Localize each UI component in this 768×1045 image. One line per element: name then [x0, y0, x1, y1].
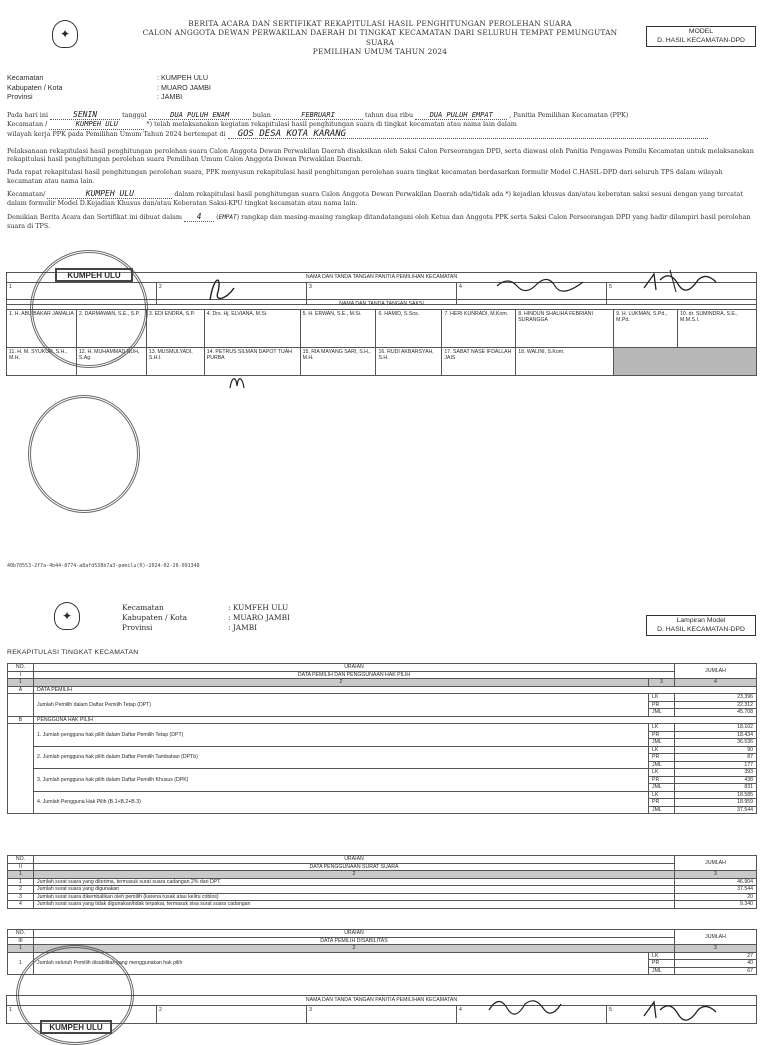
- row-label: Jumlah surat suara dikembalikan oleh pemilih (karena rusak atau keliru coblos): [34, 893, 675, 901]
- gender-label: PR: [649, 799, 675, 807]
- title-line-1: BERITA ACARA DAN SERTIFIKAT REKAPITULASI HASIL PENGHITUNGAN PEROLEHAN SUARA: [188, 19, 572, 28]
- model-label: MODEL: [688, 28, 714, 35]
- signature-mark: [485, 992, 565, 1016]
- col-uraian: URAIAN: [34, 664, 675, 672]
- section-roman: II: [8, 863, 34, 871]
- kabupaten-value: : MUARO JAMBI: [157, 82, 211, 92]
- row-label: 4. Jumlah Pengguna Hak Pilih (B.1+B.2+B.3): [34, 791, 649, 814]
- col-index: 2: [34, 871, 675, 879]
- ppk-signature-slot: 3: [307, 1005, 457, 1023]
- closing-paragraph: rangkap dan masing-masing rangkap ditandatangani oleh Ketua dan Anggota PPK serta Saksi Calon Perseorangan DPD yang hadir dilampiri hasil perolehan suara di TPS.: [7, 212, 751, 230]
- text-fragment: tahun dua ribu: [365, 111, 414, 119]
- value-cell: 831: [675, 784, 757, 792]
- section-roman: III: [8, 937, 34, 945]
- gender-label: JML: [649, 806, 675, 814]
- witness-cell: 6. HAMID, S.Sos.: [376, 309, 442, 347]
- ppk-signature-title: NAMA DAN TANDA TANGAN PANITIA PEMILIHAN KECAMATAN: [7, 273, 757, 283]
- handwritten-year: DUA PULUH EMPAT: [415, 111, 507, 120]
- col-jumlah: JUMLAH: [675, 930, 757, 945]
- col-index: 2: [34, 945, 675, 953]
- witness-cell: 2. DARMAWAN, S.E., S.P.: [76, 309, 146, 347]
- gender-label: PR: [649, 754, 675, 762]
- value-cell: 27: [675, 952, 757, 960]
- witness-cell: 15. RIA MAYANG SARI, S.H., M.H.: [300, 347, 376, 375]
- section-subtitle: DATA PEMILIH DAN PENGGUNAAN HAK PILIH: [34, 671, 675, 679]
- value-cell: 37.544: [675, 806, 757, 814]
- text-fragment: tanggal: [122, 111, 147, 119]
- row-code: 4: [8, 901, 34, 909]
- col-index: 1: [8, 679, 34, 687]
- document-title: [130, 19, 630, 57]
- row-label: 1. Jumlah pengguna hak pilih dalam Daftar Pemilih Tetap (DPT): [34, 724, 649, 747]
- col-uraian: URAIAN: [34, 930, 675, 938]
- table-voter-data: [7, 663, 757, 814]
- section-roman: I: [8, 671, 34, 679]
- recap-paragraph: Pada rapat rekapitulasi hasil penghitungan perolehan suara, PPK menyusun rekapitulasi hasil penghitungan perolehan suara tingkat kecamatan berdasarkan formulir Model C.HASIL-DPD dari seluruh TPS dalam wilayah kecamatan atau nama lain.: [7, 168, 723, 185]
- gender-label: JML: [649, 709, 675, 717]
- provinsi-value: : JAMBI: [157, 92, 183, 102]
- witness-cell: 14. PETRUS SILMAN DAPOT TUAH PURBA: [204, 347, 300, 375]
- row-code: 2: [8, 886, 34, 894]
- row-label: 2. Jumlah pengguna hak pilih dalam Daftar Pemilih Tambahan (DPTb): [34, 746, 649, 769]
- model-code: D. HASIL KECAMATAN-DPD: [657, 36, 745, 44]
- witness-cell: 4. Drs. Hj. ELVIANA, M.Si.: [204, 309, 300, 347]
- witness-cell: 9. H. LUKMAN, S.Pd., M.Pd.: [614, 309, 678, 347]
- handwritten-copies-number: 4: [184, 213, 214, 222]
- meta-block: [7, 73, 211, 102]
- value-cell: 40: [675, 960, 757, 968]
- col-index: 3: [649, 679, 675, 687]
- value-cell: 46.904: [675, 878, 757, 886]
- supervision-paragraph: Pelaksanaan rekapitulasi hasil penghitungan perolehan suara Calon Anggota Dewan Perwakilan Daerah disaksikan oleh Saksi Calon Perseorangan DPD, serta diawasi oleh Panitia Pengawas Pemilu Kecamatan untuk melaksanakan rekapitulasi hasil penghitungan perolehan suara Pemilihan Umum Calon Anggota Dewan Perwakilan Daerah.: [7, 146, 754, 164]
- gender-label: LK: [649, 724, 675, 732]
- lampiran-box: [646, 615, 756, 636]
- value-cell: 45.708: [675, 709, 757, 717]
- col-index: 1: [8, 945, 34, 953]
- value-cell: 177: [675, 761, 757, 769]
- stamp-label-2: KUMPEH ULU: [40, 1020, 112, 1034]
- ppk-signature-slot: 4: [457, 1005, 607, 1023]
- ppk-signature-slot: 3: [307, 282, 457, 304]
- document-id: 40b70553-2f7a-4b44-8774-a8afd538b7a3-pemilu(0)-2024-02-26-091348: [7, 563, 200, 569]
- value-cell: 18.434: [675, 731, 757, 739]
- witness-cell: 13. MUSMULYADI, S.H.I.: [146, 347, 204, 375]
- kecamatan-label: Kecamatan: [122, 603, 164, 612]
- signature-mark: [640, 266, 720, 296]
- signature-mark: [226, 372, 248, 394]
- gender-label: JML: [649, 739, 675, 747]
- witness-title: NAMA DAN TANDA TANGAN SAKSI: [7, 300, 757, 310]
- witness-cell: 5. H. ERWAN, S.E., M.Si.: [300, 309, 376, 347]
- kabupaten-label: Kabupaten / Kota: [122, 613, 187, 623]
- value-cell: 37.544: [675, 886, 757, 894]
- text-fragment: Kecamatan/: [7, 190, 46, 199]
- ppk-signature-slot: 4: [457, 282, 607, 304]
- witness-cell: 12. H. MUHAMMAD NUH, S.Ag.: [76, 347, 146, 375]
- section-heading: DATA PEMILIH: [34, 686, 757, 694]
- gender-label: LK: [649, 769, 675, 777]
- handwritten-month: FEBRUARI: [273, 111, 363, 120]
- text-fragment: wilayah kerja PPK pada Pemilihan Umum Tahun 2024 bertempat di: [7, 129, 226, 138]
- kecamatan-value: : KUMPEH ULU: [157, 73, 209, 82]
- recap-title: REKAPITULASI TINGKAT KECAMATAN: [7, 649, 139, 656]
- col-index: 1: [8, 871, 34, 879]
- row-code: 1: [8, 952, 34, 975]
- shaded-empty-cell: [614, 347, 757, 375]
- witness-cell: 17. SABAT NASE IFDALLAH JAIS: [442, 347, 516, 375]
- provinsi-value: : JAMBI: [228, 623, 258, 633]
- gender-label: PR: [649, 731, 675, 739]
- row-label: Jumlah Pemilih dalam Daftar Pemilih Tetap (DPT): [34, 694, 649, 717]
- gender-label: PR: [649, 701, 675, 709]
- garuda-emblem-icon: ✦: [54, 602, 80, 630]
- text-fragment: , Panitia Pemilihan Kecamatan (PPK): [509, 111, 629, 119]
- signature-mark: [640, 996, 720, 1022]
- value-cell: 9.340: [675, 901, 757, 909]
- signature-mark: [200, 270, 240, 306]
- ppk-signature-title: NAMA DAN TANDA TANGAN PANITIA PEMILIHAN KECAMATAN: [7, 996, 757, 1006]
- value-cell: 18.102: [675, 724, 757, 732]
- col-jumlah: JUMLAH: [675, 664, 757, 679]
- text-fragment: Kecamatan /: [7, 120, 48, 129]
- incident-paragraph: dalam rekapitulasi hasil penghitungan suara Calon Anggota Dewan Perwakilan Daerah ada/tidak ada *) kejadian khusus dan/atau keberatan saksi sesuai dengan yang tercatat dalam formulir Model D.Kejadian Khusus dan/atau Keberatan Saksi-KPU tingkat kecamatan atau nama lain.: [7, 190, 743, 208]
- handwritten-kecamatan: KUMPEH ULU: [49, 120, 144, 129]
- handwritten-copies-word: EMPAT: [218, 213, 237, 221]
- col-jumlah: JUMLAH: [675, 856, 757, 871]
- col-no: NO.: [8, 856, 34, 864]
- row-code: 3: [8, 893, 34, 901]
- gender-label: JML: [649, 784, 675, 792]
- ppk-signature-slot: 1: [7, 282, 157, 304]
- col-index: 3: [675, 871, 757, 879]
- kecamatan-label: Kecamatan: [7, 73, 44, 82]
- witness-cell: 3. EDI ENDRA, S.P.: [146, 309, 204, 347]
- section-code: A: [8, 686, 34, 694]
- kabupaten-value: : MUARO JAMBI: [228, 613, 290, 623]
- kabupaten-label: Kabupaten / Kota: [7, 82, 63, 92]
- col-index: 4: [675, 679, 757, 687]
- section-subtitle: DATA PEMILIH DISABILITAS: [34, 937, 675, 945]
- value-cell: 393: [675, 769, 757, 777]
- row-label: Jumlah surat suara yang digunakan: [34, 886, 675, 894]
- handwritten-day: SENIN: [50, 111, 120, 120]
- ppk-signature-slot: 5: [607, 282, 757, 304]
- gender-label: JML: [649, 967, 675, 975]
- witness-cell: 7. HERI KUNRADI, M.Kom.: [442, 309, 516, 347]
- stamp-label: KUMPEH ULU: [55, 268, 133, 282]
- row-label: 3. Jumlah pengguna hak pilih dalam Daftar Pemilih Khusus (DPK): [34, 769, 649, 792]
- provinsi-label: Provinsi: [7, 92, 33, 102]
- title-line-3: PEMILIHAN UMUM TAHUN 2024: [312, 47, 448, 57]
- lampiran-code: D. HASIL KECAMATAN-DPD: [657, 625, 745, 633]
- text-fragment: *) telah melaksanakan kegiatan rekapitulasi hasil penghitungan suara di tingkat kecamatan atau nama lain dalam: [146, 120, 517, 129]
- witness-cell: 18. WALINI, S.Kom.: [516, 347, 614, 375]
- gender-label: JML: [649, 761, 675, 769]
- col-no: NO.: [8, 664, 34, 672]
- page2-meta: [122, 603, 290, 634]
- section-code: B: [8, 716, 34, 724]
- handwritten-place: GOS DESA KOTA KARANG: [228, 130, 708, 139]
- value-cell: 87: [675, 754, 757, 762]
- gender-label: LK: [649, 694, 675, 702]
- row-label: Jumlah seluruh Pemilih disabilitas yang menggunakan hak pilih: [34, 952, 649, 975]
- gender-label: PR: [649, 960, 675, 968]
- handwritten-date: DUA PULUH ENAM: [149, 111, 251, 120]
- kecamatan-value: : KUMFEH ULU: [228, 603, 289, 612]
- gender-label: LK: [649, 952, 675, 960]
- lampiran-label: Lampiran Model: [676, 617, 726, 624]
- text-fragment: Demikian Berita Acara dan Sertifikat ini dibuat dalam: [7, 212, 182, 221]
- text-fragment: Pada hari ini: [7, 111, 49, 119]
- row-label: Jumlah surat suara yang diterima, termasuk surat suara cadangan 2% dari DPT: [34, 878, 675, 886]
- witness-cell: 1. H. ABU BAKAR JAMALIA: [7, 309, 77, 347]
- handwritten-kecamatan-2: KUMPEH ULU: [47, 190, 172, 199]
- witness-cell: 8. HINDUN SHALIHA FEBRIANI SURANGGA: [516, 309, 614, 347]
- provinsi-label: Provinsi: [122, 623, 153, 633]
- col-uraian: URAIAN: [34, 856, 675, 864]
- value-cell: 36.536: [675, 739, 757, 747]
- ppk-signature-slot: 5: [607, 1005, 757, 1023]
- ppk-signature-slot: 2: [157, 1005, 307, 1023]
- witness-cell: 16. RUDI AKBARSYAH, S.H.: [376, 347, 442, 375]
- signature-mark: [493, 272, 588, 294]
- section-heading: PENGGUNA HAK PILIH: [34, 716, 757, 724]
- ppk-signature-slot: 2: [157, 282, 307, 304]
- value-cell: 22.312: [675, 701, 757, 709]
- text-fragment: bulan: [252, 111, 271, 119]
- col-index: 2: [34, 679, 649, 687]
- witness-cell: 11. H. M. SYUKUR, S.H., M.H.: [7, 347, 77, 375]
- gender-label: PR: [649, 776, 675, 784]
- gender-label: LK: [649, 746, 675, 754]
- opening-paragraph: Pada hari ini SENIN tanggal DUA PULUH ENAM bulan FEBRUARI tahun dua ribu DUA PULUH EMPAT , Panitia Pemilihan Kecamatan (PPK) Kecamatan / KUMPEH ULU *) telah melaksanakan kegiatan rekapitulasi hasil penghitungan suara di tingkat kecamatan atau nama lain dalam wilayah kerja PPK pada Pemilihan Umum Tahun 2024 bertempat di GOS DESA KOTA KARANG Pelaksanaan rekapitulasi hasil penghitungan perolehan suara Calon Anggota Dewan Perwakilan Daerah disaksikan oleh Saksi Calon Perseorangan DPD, serta diawasi oleh Panitia Pengawas Pemilu Kecamatan untuk melaksanakan rekapitulasi hasil penghitungan perolehan suara Pemilihan Umum Calon Anggota Dewan Perwakilan Daerah. Pada rapat rekapitulasi hasil penghitungan perolehan suara, PPK menyusun rekapitulasi hasil penghitungan perolehan suara tingkat kecamatan berdasarkan formulir Model C.HASIL-DPD dari seluruh TPS dalam wilayah kecamatan atau nama lain. Kecamatan/ KUMPEH ULU dalam rekapitulasi hasil penghitungan suara Calon Anggota Dewan Perwakilan Daerah ada/tidak ada *) kejadian khusus dan/atau keberatan saksi sesuai dengan yang tercatat dalam formulir Model D.Kejadian Khusus dan/atau Keberatan Saksi-KPU tingkat kecamatan atau nama lain. Demikian Berita Acara dan Sertifikat ini dibuat dalam 4 (EMPAT) rangkap dan masing-masing rangkap ditandatangani oleh Ketua dan Anggota PPK serta Saksi Calon Perseorangan DPD yang hadir dilampiri hasil perolehan suara di TPS.: [7, 111, 757, 230]
- value-cell: 18.959: [675, 799, 757, 807]
- value-cell: 20: [675, 893, 757, 901]
- row-label: Jumlah surat suara yang tidak digunakan/tidak terpakai, termasuk sisa surat suara cadangan: [34, 901, 675, 909]
- ppk-signature-slot: 1: [7, 1005, 157, 1023]
- col-index: 3: [675, 945, 757, 953]
- witness-cell: 10. dr. SUMINDRA, S.E., M.M.S.I.: [678, 309, 757, 347]
- value-cell: 67: [675, 967, 757, 975]
- col-no: NO.: [8, 930, 34, 938]
- ppk-stamp-faded: [28, 395, 140, 513]
- value-cell: 18.585: [675, 791, 757, 799]
- value-cell: 90: [675, 746, 757, 754]
- model-box: [646, 26, 756, 47]
- value-cell: 438: [675, 776, 757, 784]
- value-cell: 23.396: [675, 694, 757, 702]
- title-line-2: CALON ANGGOTA DEWAN PERWAKILAN DAERAH DI TINGKAT KECAMATAN DARI SELURUH TEMPAT PEMUNGUTAN SUARA: [142, 28, 618, 47]
- garuda-emblem-icon: ✦: [52, 20, 78, 48]
- row-code: 1: [8, 878, 34, 886]
- section-subtitle: DATA PENGGUNAAN SURAT SUARA: [34, 863, 675, 871]
- table-ballot-usage: [7, 855, 757, 909]
- gender-label: LK: [649, 791, 675, 799]
